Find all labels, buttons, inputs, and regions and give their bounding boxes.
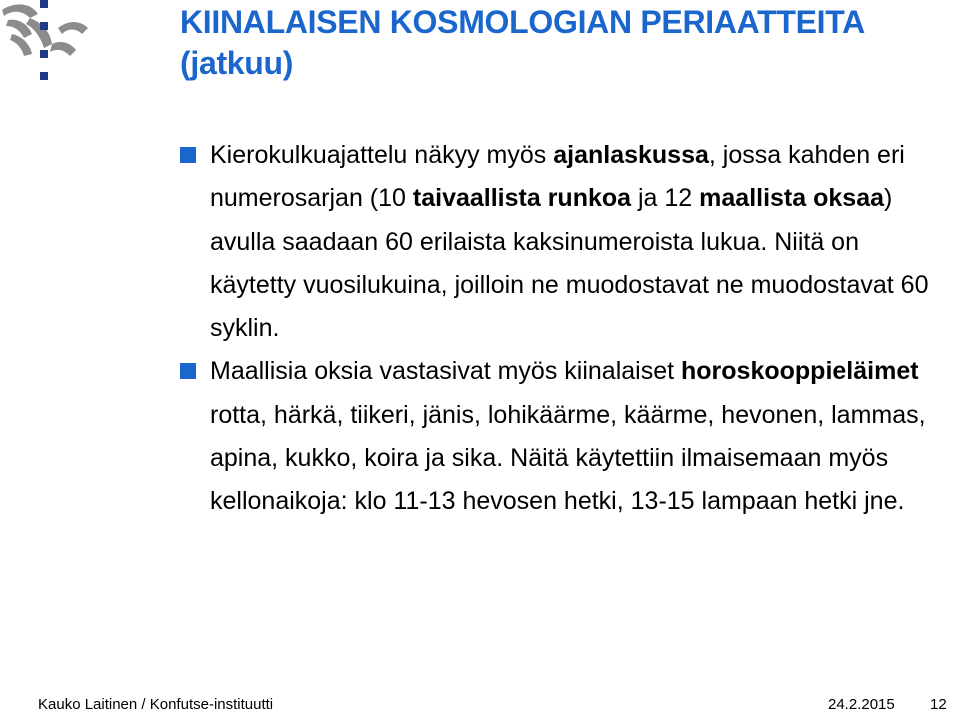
bullet-text-segment: Kierokulkuajattelu näkyy myös <box>210 141 554 169</box>
bullet-item-2 <box>180 350 940 523</box>
bullet-bold-term: maallista oksaa <box>699 184 884 213</box>
square-bullet-icon <box>180 363 196 379</box>
bullet-bold-term: taivaallista runkoa <box>412 184 632 213</box>
page-number: 12 <box>930 696 947 713</box>
bullet-text-segment: ) avulla saadaan 60 erilaista kaksinumeroista lukua. Niitä on käytetty vuosilukuina, joilloin ne muodostavat ne muodostavat 60 syklin. <box>210 184 929 343</box>
square-bullet-icon <box>180 147 196 163</box>
bullet-item-1 <box>180 134 940 350</box>
bullet-text-segment: , jossa kahden eri numerosarjan (10 <box>210 141 905 213</box>
slide-title-line2: (jatkuu) <box>180 45 294 81</box>
bullet-bold-term: horoskooppieläimet <box>681 357 919 386</box>
bullet-text-segment: rotta, härkä, tiikeri, jänis, lohikäärme, käärme, hevonen, lammas, apina, kukko, koira ja sika. Näitä käytettiin ilmaisemaan myös kellonaikoja: klo 11-13 hevosen hetki, 13-15 lampaan hetki jne. <box>210 400 926 516</box>
bullet-list <box>180 134 940 524</box>
bullet-text-segment: Maallisia oksia vastasivat myös kiinalaiset <box>210 357 682 386</box>
footer-date: 24.2.2015 <box>828 696 895 713</box>
footer-author: Kauko Laitinen / Konfutse-instituutti <box>38 696 274 713</box>
bullet-bold-term: ajanlaskussa <box>553 141 709 169</box>
slide-title <box>180 2 950 84</box>
slide-title-line1: KIINALAISEN KOSMOLOGIAN PERIAATTEITA <box>180 4 865 40</box>
university-logo-icon <box>0 0 92 84</box>
bullet-text-segment: ja 12 <box>631 184 700 213</box>
